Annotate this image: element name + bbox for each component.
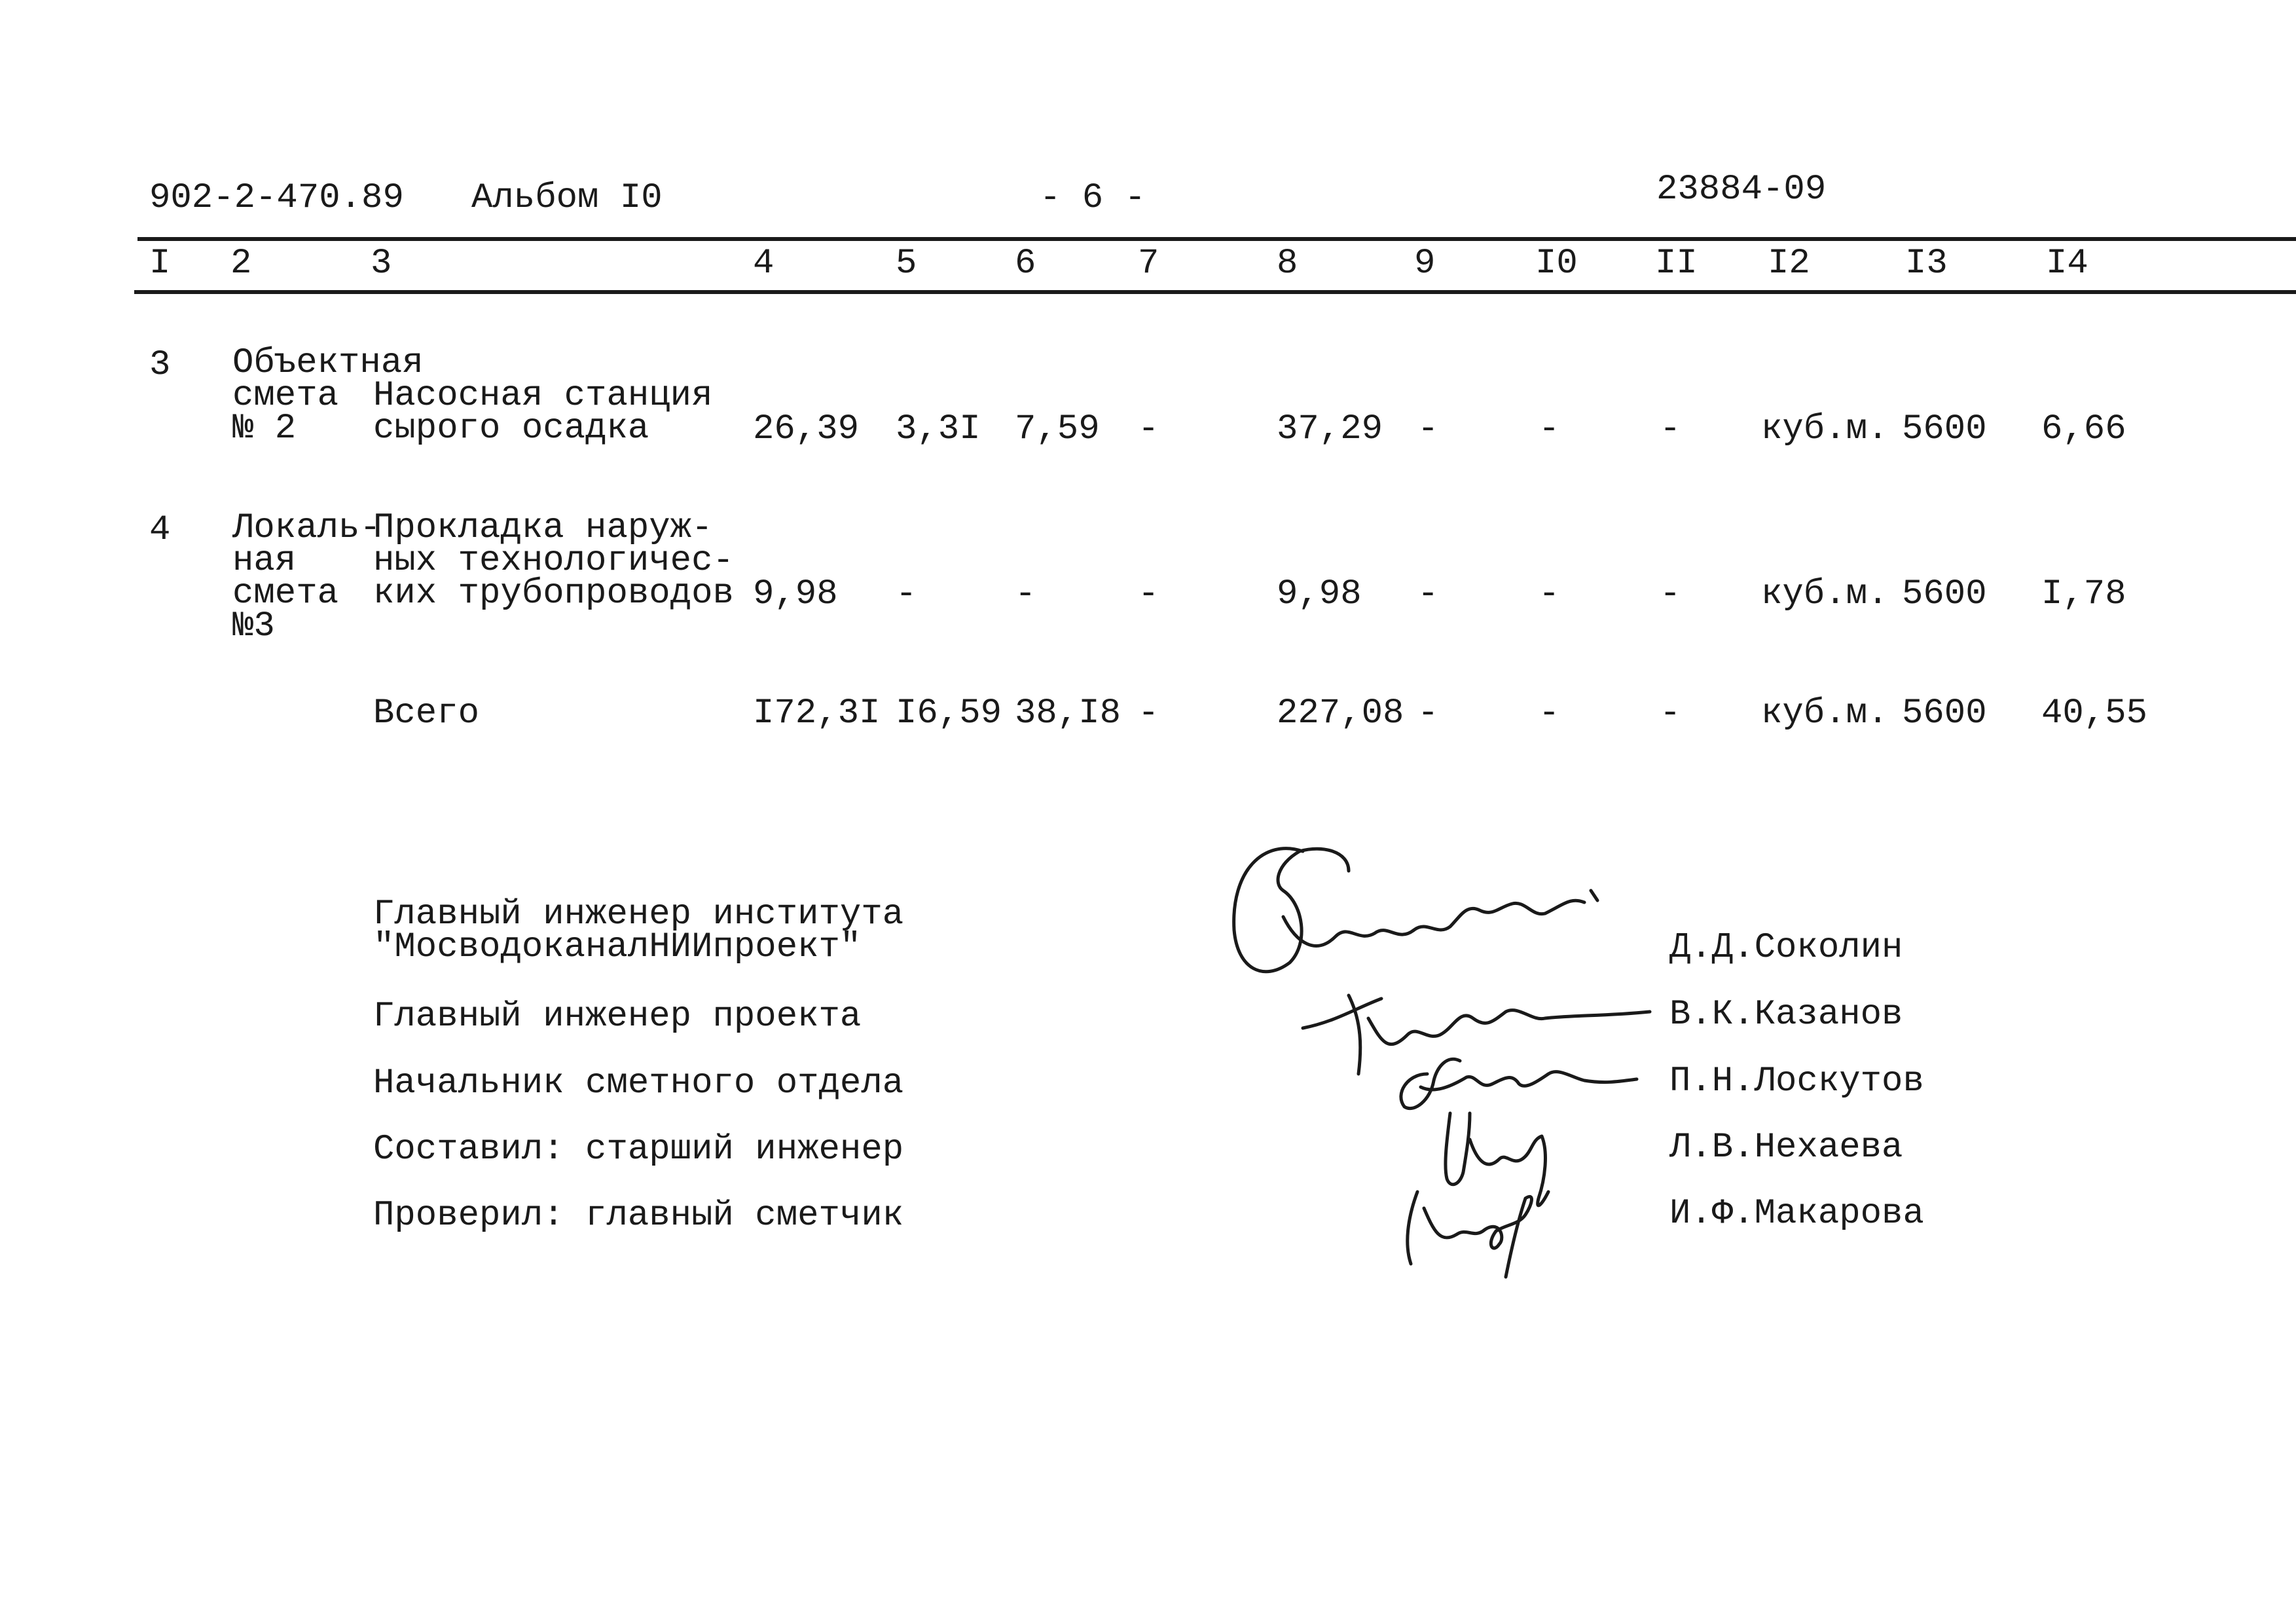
- column-number: 8: [1277, 244, 1298, 284]
- total-c8: 227,08: [1277, 693, 1404, 733]
- total-c5: I6,59: [896, 693, 1002, 733]
- signatory-position: Составил: старший инженер: [373, 1130, 904, 1170]
- column-number: I4: [2046, 244, 2088, 284]
- row-number: 3: [149, 345, 171, 385]
- signatory-name: В.К.Казанов: [1669, 995, 1903, 1035]
- cell-c13: 5600: [1902, 574, 1987, 614]
- cell-c4: 26,39: [753, 409, 860, 449]
- total-label: Всего: [373, 693, 480, 733]
- signature-nekhaeva-icon: [1446, 1113, 1548, 1206]
- signatory-name: И.Ф.Макарова: [1669, 1194, 1924, 1234]
- column-number: 6: [1015, 244, 1036, 284]
- cell-c11: -: [1660, 574, 1681, 614]
- work-name: Насосная станция сырого осадка: [373, 376, 713, 449]
- column-number: II: [1655, 244, 1698, 284]
- cell-c11: -: [1660, 409, 1681, 449]
- total-c11: -: [1660, 693, 1681, 733]
- total-c10: -: [1539, 693, 1560, 733]
- estimate-type: Объектная смета № 2: [232, 343, 424, 449]
- signature-loskutov-icon: [1401, 1059, 1637, 1108]
- total-c4: I72,3I: [753, 693, 881, 733]
- column-number: 4: [753, 244, 774, 284]
- column-number: 5: [896, 244, 917, 284]
- cell-c8: 37,29: [1277, 409, 1383, 449]
- cell-c7: -: [1138, 409, 1159, 449]
- signatory-position: Главный инженер института "МосводоканалНИИпроект": [373, 895, 904, 967]
- estimate-type: Локаль- ная смета №3: [232, 508, 381, 646]
- signatory-position: Главный инженер проекта: [373, 997, 862, 1037]
- total-c9: -: [1417, 693, 1439, 733]
- column-number: I2: [1768, 244, 1810, 284]
- column-number: I3: [1905, 244, 1948, 284]
- signatory-name: Д.Д.Соколин: [1669, 928, 1903, 968]
- cell-c12: куб.м.: [1761, 574, 1889, 614]
- row-number: 4: [149, 510, 171, 550]
- total-c13: 5600: [1902, 693, 1987, 733]
- column-number: 9: [1414, 244, 1436, 284]
- signature-kazanov-icon: [1303, 995, 1650, 1074]
- inventory-number: 23884-09: [1656, 170, 1827, 210]
- total-c7: -: [1138, 693, 1159, 733]
- cell-c5: 3,3I: [896, 409, 981, 449]
- total-c14: 40,55: [2041, 693, 2148, 733]
- column-number: 7: [1138, 244, 1159, 284]
- signatory-name: П.Н.Лоскутов: [1669, 1061, 1924, 1101]
- cell-c8: 9,98: [1277, 574, 1362, 614]
- signature-makarova-icon: [1408, 1192, 1532, 1277]
- page-number: - 6 -: [1040, 178, 1146, 218]
- cell-c13: 5600: [1902, 409, 1987, 449]
- signatory-name: Л.В.Нехаева: [1669, 1128, 1903, 1168]
- signatory-position: Проверил: главный сметчик: [373, 1196, 904, 1236]
- cell-c10: -: [1539, 409, 1560, 449]
- cell-c7: -: [1138, 574, 1159, 614]
- total-c12: куб.м.: [1761, 693, 1889, 733]
- work-name: Прокладка наруж- ных технологичес- ких трубопроводов: [373, 508, 734, 614]
- total-c6: 38,I8: [1015, 693, 1121, 733]
- cell-c6: -: [1015, 574, 1036, 614]
- cell-c5: -: [896, 574, 917, 614]
- table-top-rule: [137, 237, 2296, 241]
- column-number: I0: [1535, 244, 1578, 284]
- table-header-rule: [134, 290, 2296, 294]
- column-number: 3: [371, 244, 392, 284]
- cell-c6: 7,59: [1015, 409, 1100, 449]
- cell-c14: 6,66: [2041, 409, 2126, 449]
- column-number: I: [149, 244, 171, 284]
- cell-c4: 9,98: [753, 574, 838, 614]
- cell-c12: куб.м.: [1761, 409, 1889, 449]
- cell-c9: -: [1417, 574, 1439, 614]
- cell-c14: I,78: [2041, 574, 2126, 614]
- cell-c10: -: [1539, 574, 1560, 614]
- cell-c9: -: [1417, 409, 1439, 449]
- album-label: Альбом I0: [471, 178, 663, 218]
- signatory-position: Начальник сметного отдела: [373, 1063, 904, 1103]
- signature-sokolin-icon: [1234, 849, 1597, 972]
- column-number: 2: [230, 244, 252, 284]
- document-code: 902-2-470.89: [149, 178, 404, 218]
